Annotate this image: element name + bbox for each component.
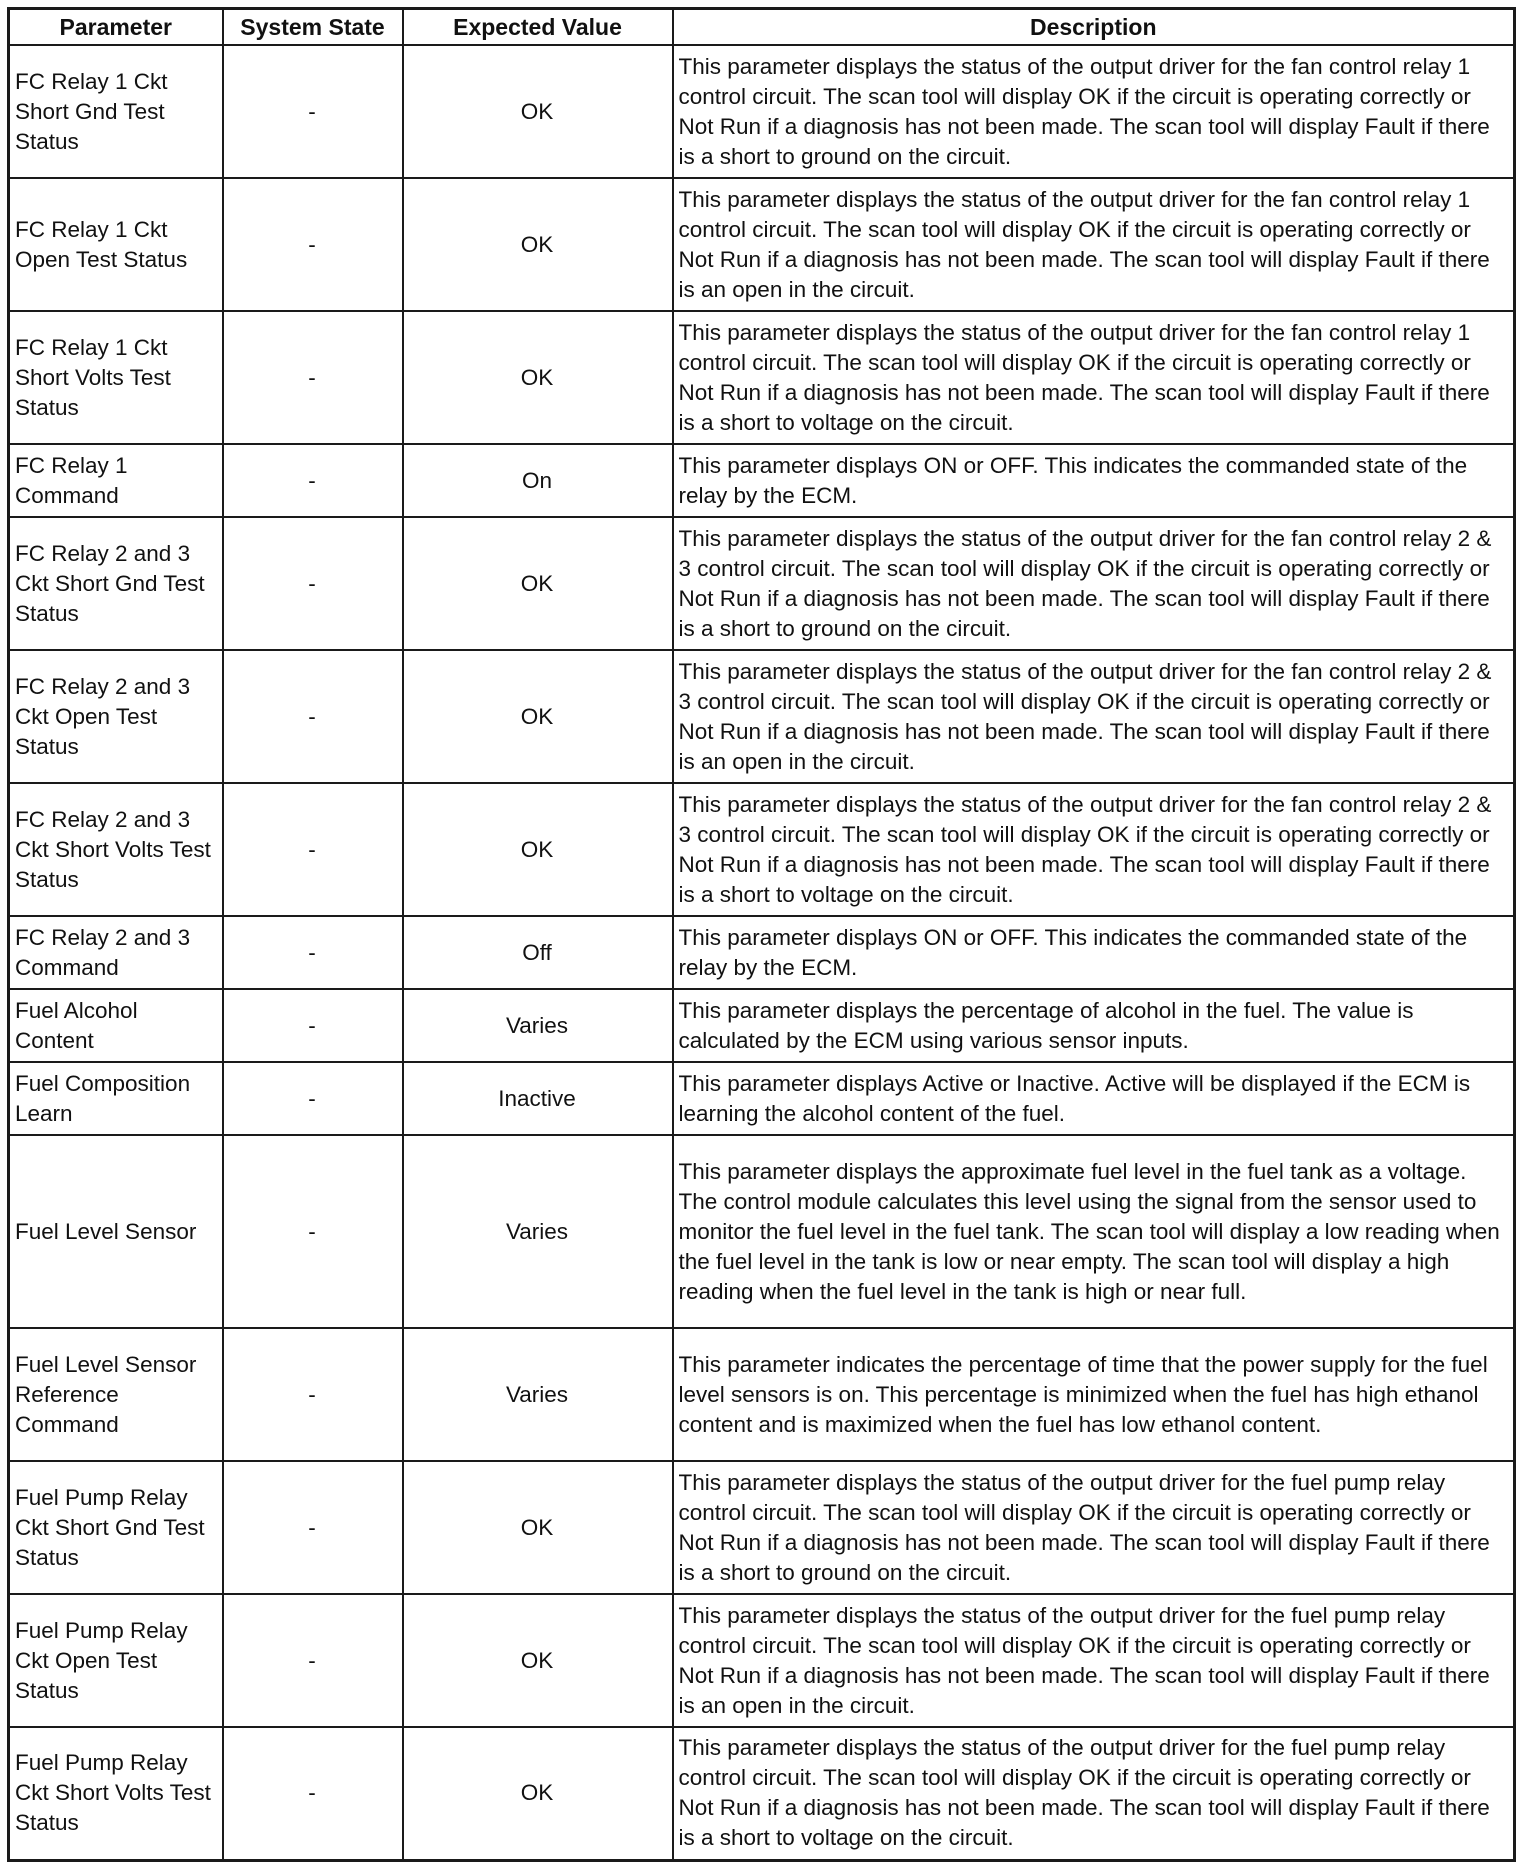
description-cell: This parameter displays the status of the output driver for the fan control relay 1 control circuit. The scan tool will display OK if the circuit is operating correctly or Not Run if a diagnosis has not been made. The scan tool will display Fault if there is a short to ground on the circuit. [673, 45, 1515, 178]
table-row [9, 178, 1515, 311]
system-state-cell: - [223, 1328, 403, 1461]
expected-value-cell: OK [403, 1594, 673, 1727]
table-row [9, 45, 1515, 178]
expected-value-cell: Off [403, 916, 673, 989]
system-state-cell: - [223, 650, 403, 783]
expected-value-cell: OK [403, 311, 673, 444]
system-state-cell: - [223, 178, 403, 311]
table-row [9, 1062, 1515, 1135]
description-cell: This parameter displays the status of the output driver for the fan control relay 2 & 3 control circuit. The scan tool will display OK if the circuit is operating correctly or Not Run if a diagnosis has not been made. The scan tool will display Fault if there is a short to voltage on the circuit. [673, 783, 1515, 916]
expected-value-cell: OK [403, 45, 673, 178]
description-cell: This parameter displays the status of the output driver for the fan control relay 1 control circuit. The scan tool will display OK if the circuit is operating correctly or Not Run if a diagnosis has not been made. The scan tool will display Fault if there is an open in the circuit. [673, 178, 1515, 311]
description-cell: This parameter displays the percentage of alcohol in the fuel. The value is calculated by the ECM using various sensor inputs. [673, 989, 1515, 1062]
system-state-cell: - [223, 1727, 403, 1860]
table-row [9, 1135, 1515, 1328]
parameter-cell: Fuel Level Sensor Reference Command [9, 1328, 223, 1461]
system-state-cell: - [223, 45, 403, 178]
expected-value-cell: Varies [403, 989, 673, 1062]
parameter-cell: Fuel Pump Relay Ckt Short Gnd Test Status [9, 1461, 223, 1594]
expected-value-cell: Varies [403, 1328, 673, 1461]
expected-value-cell: Inactive [403, 1062, 673, 1135]
table-row [9, 1594, 1515, 1727]
system-state-cell: - [223, 989, 403, 1062]
expected-value-cell: OK [403, 650, 673, 783]
expected-value-cell: OK [403, 783, 673, 916]
description-cell: This parameter displays the status of the output driver for the fuel pump relay control circuit. The scan tool will display OK if the circuit is operating correctly or Not Run if a diagnosis has not been made. The scan tool will display Fault if there is a short to ground on the circuit. [673, 1461, 1515, 1594]
parameter-cell: Fuel Pump Relay Ckt Open Test Status [9, 1594, 223, 1727]
parameter-cell: Fuel Composition Learn [9, 1062, 223, 1135]
parameter-cell: FC Relay 2 and 3 Command [9, 916, 223, 989]
system-state-cell: - [223, 1135, 403, 1328]
description-cell: This parameter displays the status of the output driver for the fan control relay 2 & 3 control circuit. The scan tool will display OK if the circuit is operating correctly or Not Run if a diagnosis has not been made. The scan tool will display Fault if there is a short to ground on the circuit. [673, 517, 1515, 650]
header-description: Description [673, 9, 1515, 46]
parameter-cell: FC Relay 2 and 3 Ckt Open Test Status [9, 650, 223, 783]
expected-value-cell: On [403, 444, 673, 517]
document-page [7, 7, 1513, 1853]
description-cell: This parameter displays the status of the output driver for the fuel pump relay control circuit. The scan tool will display OK if the circuit is operating correctly or Not Run if a diagnosis has not been made. The scan tool will display Fault if there is an open in the circuit. [673, 1594, 1515, 1727]
description-cell: This parameter displays the status of the output driver for the fuel pump relay control circuit. The scan tool will display OK if the circuit is operating correctly or Not Run if a diagnosis has not been made. The scan tool will display Fault if there is a short to voltage on the circuit. [673, 1727, 1515, 1860]
description-cell: This parameter indicates the percentage of time that the power supply for the fuel level sensors is on. This percentage is minimized when the fuel has high ethanol content and is maximized when the fuel has low ethanol content. [673, 1328, 1515, 1461]
system-state-cell: - [223, 916, 403, 989]
header-system-state: System State [223, 9, 403, 46]
parameter-cell: Fuel Pump Relay Ckt Short Volts Test Status [9, 1727, 223, 1860]
parameter-cell: FC Relay 1 Ckt Short Gnd Test Status [9, 45, 223, 178]
header-expected-value: Expected Value [403, 9, 673, 46]
system-state-cell: - [223, 444, 403, 517]
system-state-cell: - [223, 1062, 403, 1135]
header-parameter: Parameter [9, 9, 223, 46]
table-row [9, 1727, 1515, 1860]
system-state-cell: - [223, 783, 403, 916]
expected-value-cell: OK [403, 178, 673, 311]
parameter-cell: FC Relay 1 Ckt Open Test Status [9, 178, 223, 311]
system-state-cell: - [223, 1461, 403, 1594]
table-header-row [9, 9, 1515, 46]
parameter-cell: FC Relay 1 Command [9, 444, 223, 517]
description-cell: This parameter displays Active or Inactive. Active will be displayed if the ECM is learning the alcohol content of the fuel. [673, 1062, 1515, 1135]
parameter-cell: Fuel Alcohol Content [9, 989, 223, 1062]
system-state-cell: - [223, 311, 403, 444]
expected-value-cell: Varies [403, 1135, 673, 1328]
table-row [9, 444, 1515, 517]
table-row [9, 1461, 1515, 1594]
description-cell: This parameter displays the status of the output driver for the fan control relay 1 control circuit. The scan tool will display OK if the circuit is operating correctly or Not Run if a diagnosis has not been made. The scan tool will display Fault if there is a short to voltage on the circuit. [673, 311, 1515, 444]
table-row [9, 989, 1515, 1062]
description-cell: This parameter displays ON or OFF. This indicates the commanded state of the relay by the ECM. [673, 444, 1515, 517]
parameter-cell: FC Relay 1 Ckt Short Volts Test Status [9, 311, 223, 444]
description-cell: This parameter displays the approximate fuel level in the fuel tank as a voltage. The control module calculates this level using the signal from the sensor used to monitor the fuel level in the fuel tank. The scan tool will display a low reading when the fuel level in the tank is low or near empty. The scan tool will display a high reading when the fuel level in the tank is high or near full. [673, 1135, 1515, 1328]
expected-value-cell: OK [403, 517, 673, 650]
table-row [9, 650, 1515, 783]
system-state-cell: - [223, 1594, 403, 1727]
table-row [9, 916, 1515, 989]
parameter-cell: FC Relay 2 and 3 Ckt Short Volts Test Status [9, 783, 223, 916]
description-cell: This parameter displays ON or OFF. This indicates the commanded state of the relay by the ECM. [673, 916, 1515, 989]
expected-value-cell: OK [403, 1727, 673, 1860]
parameter-cell: FC Relay 2 and 3 Ckt Short Gnd Test Status [9, 517, 223, 650]
expected-value-cell: OK [403, 1461, 673, 1594]
description-cell: This parameter displays the status of the output driver for the fan control relay 2 & 3 control circuit. The scan tool will display OK if the circuit is operating correctly or Not Run if a diagnosis has not been made. The scan tool will display Fault if there is an open in the circuit. [673, 650, 1515, 783]
table-row [9, 517, 1515, 650]
table-row [9, 311, 1515, 444]
table-row [9, 783, 1515, 916]
parameter-cell: Fuel Level Sensor [9, 1135, 223, 1328]
system-state-cell: - [223, 517, 403, 650]
parameter-table [7, 7, 1516, 1862]
table-row [9, 1328, 1515, 1461]
